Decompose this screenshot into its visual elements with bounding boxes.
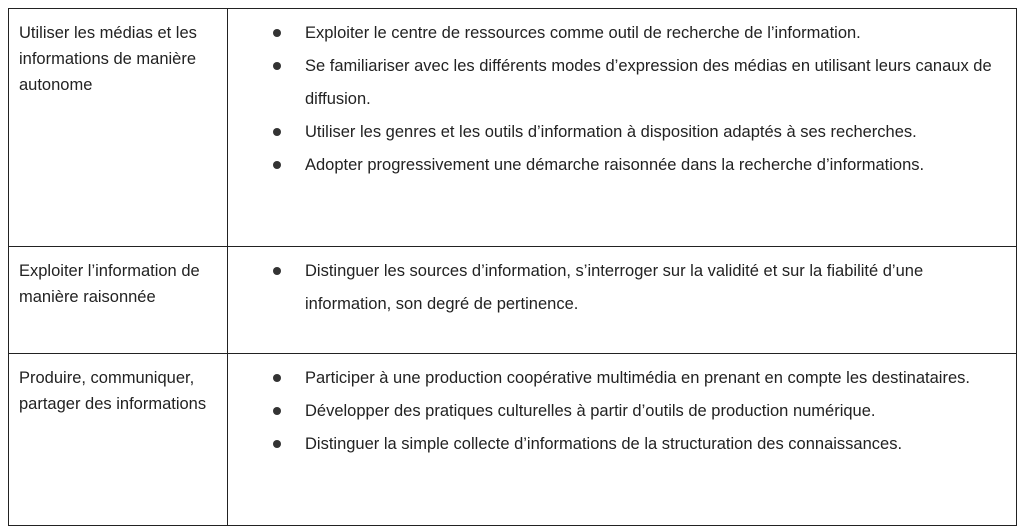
row-content [228,9,1017,247]
bullet-list [228,362,1008,461]
list-item [228,149,1008,182]
list-item-text: Utiliser les genres et les outils d’information à disposition adaptés à ses recherches. [305,123,917,141]
list-item-text: Développer des pratiques culturelles à partir d’outils de production numérique. [305,402,876,420]
list-item-text: Distinguer les sources d’information, s’interroger sur la validité et sur la fiabilité d’une information, son degré de pertinence. [305,262,924,313]
competency-table [8,8,1017,526]
list-item-text: Exploiter le centre de ressources comme outil de recherche de l’information. [305,24,861,42]
table-row [9,9,1017,247]
bullet-icon [273,440,281,448]
list-item [228,428,1008,461]
list-item-text: Adopter progressivement une démarche raisonnée dans la recherche d’informations. [305,156,925,174]
list-item [228,50,1008,116]
list-item-text: Participer à une production coopérative multimédia en prenant en compte les destinataires. [305,369,970,387]
list-item [228,395,1008,428]
list-item [228,116,1008,149]
bullet-icon [273,161,281,169]
row-title: Exploiter l’information de manière raisonnée [9,247,228,354]
bullet-list [228,17,1008,182]
bullet-icon [273,29,281,37]
bullet-icon [273,62,281,70]
list-item [228,17,1008,50]
bullet-icon [273,128,281,136]
table-row [9,354,1017,526]
bullet-icon [273,407,281,415]
row-content [228,247,1017,354]
row-title: Utiliser les médias et les informations de manière autonome [9,9,228,247]
bullet-list [228,255,1008,321]
bullet-icon [273,374,281,382]
list-item [228,362,1008,395]
list-item [228,255,1008,321]
list-item-text: Se familiariser avec les différents modes d’expression des médias en utilisant leurs canaux de diffusion. [305,57,992,108]
row-content [228,354,1017,526]
row-title: Produire, communiquer, partager des informations [9,354,228,526]
table-row [9,247,1017,354]
bullet-icon [273,267,281,275]
list-item-text: Distinguer la simple collecte d’informations de la structuration des connaissances. [305,435,903,453]
